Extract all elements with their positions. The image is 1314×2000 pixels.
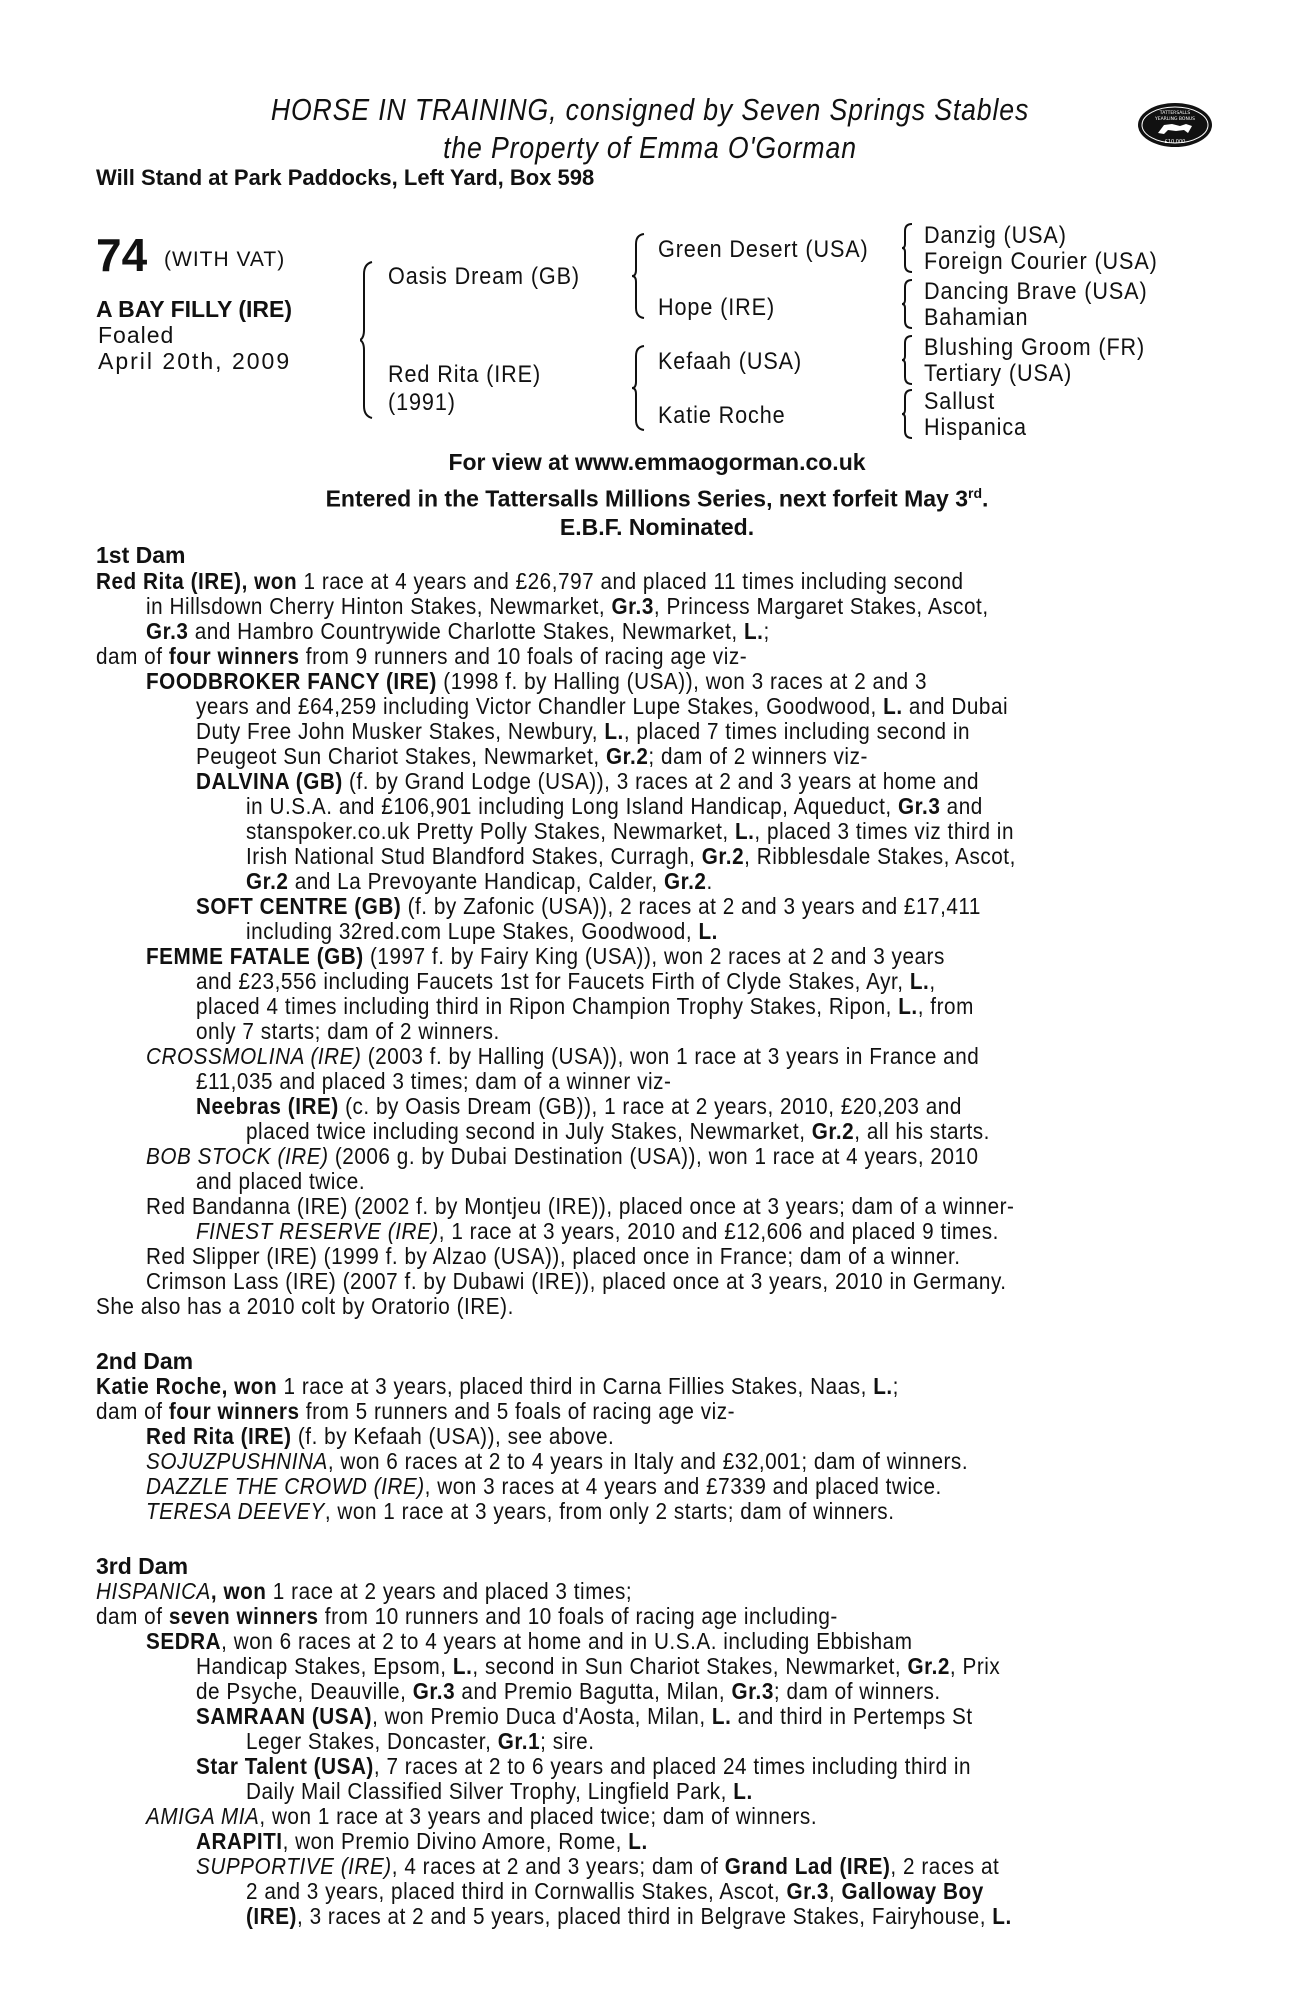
produce-entry: stanspoker.co.uk Pretty Polly Stakes, Newmarket, L., placed 3 times viz third in xyxy=(246,818,1014,844)
produce-entry: Red Bandanna (IRE) (2002 f. by Montjeu (IRE)), placed once at 3 years; dam of a winner- xyxy=(146,1193,1015,1219)
ds-dam: Tertiary (USA) xyxy=(924,360,1073,387)
third-dam-line: HISPANICA, won 1 race at 2 years and placed 3 times; xyxy=(96,1578,633,1604)
dam-dam: Katie Roche xyxy=(658,402,786,429)
emblem-top-text: TATTERSALLS xyxy=(1159,111,1191,116)
produce-entry: CROSSMOLINA (IRE) (2003 f. by Halling (USA)), won 1 race at 3 years in France and xyxy=(146,1043,980,1069)
first-dam-line: in Hillsdown Cherry Hinton Stakes, Newmarket, Gr.3, Princess Margaret Stakes, Ascot, xyxy=(146,593,989,619)
produce-entry: de Psyche, Deauville, Gr.3 and Premio Bagutta, Milan, Gr.3; dam of winners. xyxy=(196,1678,941,1704)
produce-entry: years and £64,259 including Victor Chandler Lupe Stakes, Goodwood, L. and Dubai xyxy=(196,693,1009,719)
produce-entry: ARAPITI, won Premio Divino Amore, Rome, L. xyxy=(196,1828,648,1854)
produce-entry: FEMME FATALE (GB) (1997 f. by Fairy King (USA)), won 2 races at 2 and 3 years xyxy=(146,943,945,969)
pedigree-bracket-dd xyxy=(902,388,914,440)
produce-entry: Duty Free John Musker Stakes, Newbury, L., placed 7 times including second in xyxy=(196,718,971,744)
horse-name: A BAY FILLY (IRE) xyxy=(96,296,292,322)
produce-entry: AMIGA MIA, won 1 race at 3 years and placed twice; dam of winners. xyxy=(146,1803,818,1829)
dam-sire: Kefaah (USA) xyxy=(658,348,803,375)
produce-entry: Peugeot Sun Chariot Stakes, Newmarket, Gr.2; dam of 2 winners viz- xyxy=(196,743,868,769)
first-dam-line: dam of four winners from 9 runners and 10 foals of racing age viz- xyxy=(96,643,748,669)
lot-vat: (WITH VAT) xyxy=(164,248,286,271)
produce-entry: and placed twice. xyxy=(196,1168,366,1194)
ss-sire: Danzig (USA) xyxy=(924,222,1067,249)
produce-entry: SEDRA, won 6 races at 2 to 4 years at home and in U.S.A. including Ebbisham xyxy=(146,1628,913,1654)
produce-entry: SOJUZPUSHNINA, won 6 races at 2 to 4 years in Italy and £32,001; dam of winners. xyxy=(146,1448,969,1474)
produce-entry: SAMRAAN (USA), won Premio Duca d'Aosta, Milan, L. and third in Pertemps St xyxy=(196,1703,973,1729)
produce-entry: Red Slipper (IRE) (1999 f. by Alzao (USA)), placed once in France; dam of a winner. xyxy=(146,1243,961,1269)
dam-year: (1991) xyxy=(388,389,456,416)
pedigree-bracket-sire xyxy=(632,232,646,320)
sire-dam: Hope (IRE) xyxy=(658,294,776,321)
first-dam-heading: 1st Dam xyxy=(96,542,186,568)
foaled-date: April 20th, 2009 xyxy=(98,348,292,374)
first-dam-line: Red Rita (IRE), won 1 race at 4 years and £26,797 and placed 11 times including second xyxy=(96,568,964,594)
produce-entry: placed twice including second in July Stakes, Newmarket, Gr.2, all his starts. xyxy=(246,1118,990,1144)
second-dam-line: Katie Roche, won 1 race at 3 years, placed third in Carna Fillies Stakes, Naas, L.; xyxy=(96,1373,899,1399)
pedigree-bracket-main xyxy=(360,260,374,420)
ss-dam: Foreign Courier (USA) xyxy=(924,248,1158,275)
third-dam-heading: 3rd Dam xyxy=(96,1553,189,1579)
sire-name: Oasis Dream (GB) xyxy=(388,263,581,290)
produce-entry: Crimson Lass (IRE) (2007 f. by Dubawi (IRE)), placed once at 3 years, 2010 in Germany. xyxy=(146,1268,1007,1294)
dd-sire: Sallust xyxy=(924,388,996,415)
produce-entry: Daily Mail Classified Silver Trophy, Lingfield Park, L. xyxy=(246,1778,753,1804)
produce-entry: FOODBROKER FANCY (IRE) (1998 f. by Halling (USA)), won 3 races at 2 and 3 xyxy=(146,668,928,694)
millions-note: Entered in the Tattersalls Millions Series, next forfeit May 3rd. xyxy=(325,485,989,512)
ds-sire: Blushing Groom (FR) xyxy=(924,334,1146,361)
produce-entry: in U.S.A. and £106,901 including Long Island Handicap, Aqueduct, Gr.3 and xyxy=(246,793,983,819)
produce-entry: DAZZLE THE CROWD (IRE), won 3 races at 4 years and £7339 and placed twice. xyxy=(146,1473,942,1499)
view-note: For view at www.emmaogorman.co.uk xyxy=(448,449,866,475)
pedigree-bracket-sd xyxy=(902,278,914,330)
produce-entry: FINEST RESERVE (IRE), 1 race at 3 years, 2010 and £12,606 and placed 9 times. xyxy=(196,1218,999,1244)
produce-entry: including 32red.com Lupe Stakes, Goodwood, L. xyxy=(246,918,718,944)
produce-entry: TERESA DEEVEY, won 1 race at 3 years, from only 2 starts; dam of winners. xyxy=(146,1498,895,1524)
stand-location: Will Stand at Park Paddocks, Left Yard, Box 598 xyxy=(96,165,595,190)
produce-entry: (IRE), 3 races at 2 and 5 years, placed third in Belgrave Stakes, Fairyhouse, L. xyxy=(246,1903,1012,1929)
yearling-bonus-emblem-icon xyxy=(1136,100,1214,150)
pedigree-bracket-ds xyxy=(902,334,914,386)
produce-entry: Star Talent (USA), 7 races at 2 to 6 years and placed 24 times including third in xyxy=(196,1753,972,1779)
produce-entry: Gr.2 and La Prevoyante Handicap, Calder, Gr.2. xyxy=(246,868,713,894)
sd-sire: Dancing Brave (USA) xyxy=(924,278,1148,305)
lot-number: 74 xyxy=(96,229,148,281)
produce-entry: Red Rita (IRE) (f. by Kefaah (USA)), see above. xyxy=(146,1423,615,1449)
produce-entry: only 7 starts; dam of 2 winners. xyxy=(196,1018,500,1044)
produce-entry: Irish National Stud Blandford Stakes, Curragh, Gr.2, Ribblesdale Stakes, Ascot, xyxy=(246,843,1016,869)
produce-entry: SUPPORTIVE (IRE), 4 races at 2 and 3 years; dam of Grand Lad (IRE), 2 races at xyxy=(196,1853,1000,1879)
produce-entry: and £23,556 including Faucets 1st for Faucets Firth of Clyde Stakes, Ayr, L., xyxy=(196,968,936,994)
produce-entry: BOB STOCK (IRE) (2006 g. by Dubai Destination (USA)), won 1 race at 4 years, 2010 xyxy=(146,1143,979,1169)
second-dam-heading: 2nd Dam xyxy=(96,1348,194,1374)
produce-entry: She also has a 2010 colt by Oratorio (IRE). xyxy=(96,1293,514,1319)
emblem-bottom-text: £10,000 xyxy=(1164,139,1186,145)
foaled-label: Foaled xyxy=(98,322,175,348)
pedigree-bracket-dam xyxy=(632,344,646,432)
produce-entry: DALVINA (GB) (f. by Grand Lodge (USA)), 3 races at 2 and 3 years at home and xyxy=(196,768,980,794)
first-dam-line: Gr.3 and Hambro Countrywide Charlotte Stakes, Newmarket, L.; xyxy=(146,618,770,644)
produce-entry: Leger Stakes, Doncaster, Gr.1; sire. xyxy=(246,1728,595,1754)
produce-entry: £11,035 and placed 3 times; dam of a winner viz- xyxy=(196,1068,672,1094)
sire-sire: Green Desert (USA) xyxy=(658,236,869,263)
dam-name: Red Rita (IRE) xyxy=(388,361,542,388)
second-dam-line: dam of four winners from 5 runners and 5 foals of racing age viz- xyxy=(96,1398,736,1424)
ebf-note: E.B.F. Nominated. xyxy=(559,514,755,540)
emblem-mid-text: YEARLING BONUS xyxy=(1155,117,1195,122)
produce-entry: placed 4 times including third in Ripon Champion Trophy Stakes, Ripon, L., from xyxy=(196,993,974,1019)
produce-entry: Handicap Stakes, Epsom, L., second in Sun Chariot Stakes, Newmarket, Gr.2, Prix xyxy=(196,1653,1001,1679)
third-dam-line: dam of seven winners from 10 runners and 10 foals of racing age including- xyxy=(96,1603,838,1629)
sd-dam: Bahamian xyxy=(924,304,1029,331)
pedigree-bracket-ss xyxy=(902,222,914,274)
header-title-line1: HORSE IN TRAINING, consigned by Seven Springs Stables xyxy=(270,92,1030,127)
produce-entry: Neebras (IRE) (c. by Oasis Dream (GB)), 1 race at 2 years, 2010, £20,203 and xyxy=(196,1093,962,1119)
produce-entry: 2 and 3 years, placed third in Cornwallis Stakes, Ascot, Gr.3, Galloway Boy xyxy=(246,1878,984,1904)
header-title-line2: the Property of Emma O'Gorman xyxy=(443,130,857,165)
dd-dam: Hispanica xyxy=(924,414,1027,441)
produce-entry: SOFT CENTRE (GB) (f. by Zafonic (USA)), 2 races at 2 and 3 years and £17,411 xyxy=(196,893,981,919)
